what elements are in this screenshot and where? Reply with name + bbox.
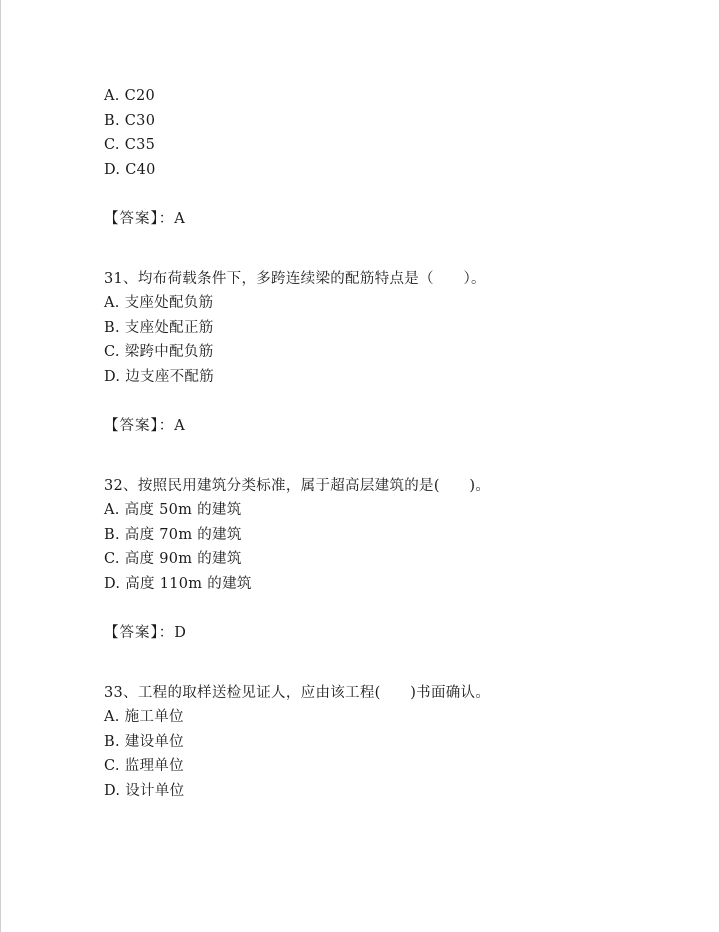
document-content	[104, 84, 664, 803]
option-a: A. C20	[104, 88, 156, 104]
option-b: B. C30	[104, 112, 156, 129]
option-c: C. 梁跨中配负筋	[104, 344, 214, 360]
option-c: C. 高度 90m 的建筑	[104, 551, 242, 567]
question-stem: 32、按照民用建筑分类标准，属于超高层建筑的是( )。	[104, 477, 491, 494]
question-stem: 31、均布荷载条件下，多跨连续梁的配筋特点是（ ）。	[104, 270, 486, 287]
option-a: A. 高度 50m 的建筑	[104, 502, 242, 518]
answer-30: 【答案】：A	[104, 211, 186, 227]
option-c: C. 监理单位	[104, 758, 184, 774]
option-a: A. 支座处配负筋	[104, 295, 214, 311]
option-b: B. 支座处配正筋	[104, 319, 214, 336]
option-d: D. 设计单位	[104, 782, 185, 799]
option-a: A. 施工单位	[104, 709, 184, 725]
option-d: D. C40	[104, 161, 156, 178]
question-stem: 33、工程的取样送检见证人，应由该工程( )书面确认。	[104, 684, 491, 701]
question-31	[104, 267, 664, 390]
answer-31: 【答案】：A	[104, 418, 186, 434]
option-d: D. 高度 110m 的建筑	[104, 575, 252, 592]
question-32	[104, 474, 664, 597]
question-30-options	[104, 84, 664, 182]
option-d: D. 边支座不配筋	[104, 368, 215, 385]
question-33	[104, 681, 664, 804]
option-c: C. C35	[104, 137, 156, 153]
answer-32: 【答案】：D	[104, 625, 187, 641]
option-b: B. 高度 70m 的建筑	[104, 526, 242, 543]
option-b: B. 建设单位	[104, 733, 184, 750]
